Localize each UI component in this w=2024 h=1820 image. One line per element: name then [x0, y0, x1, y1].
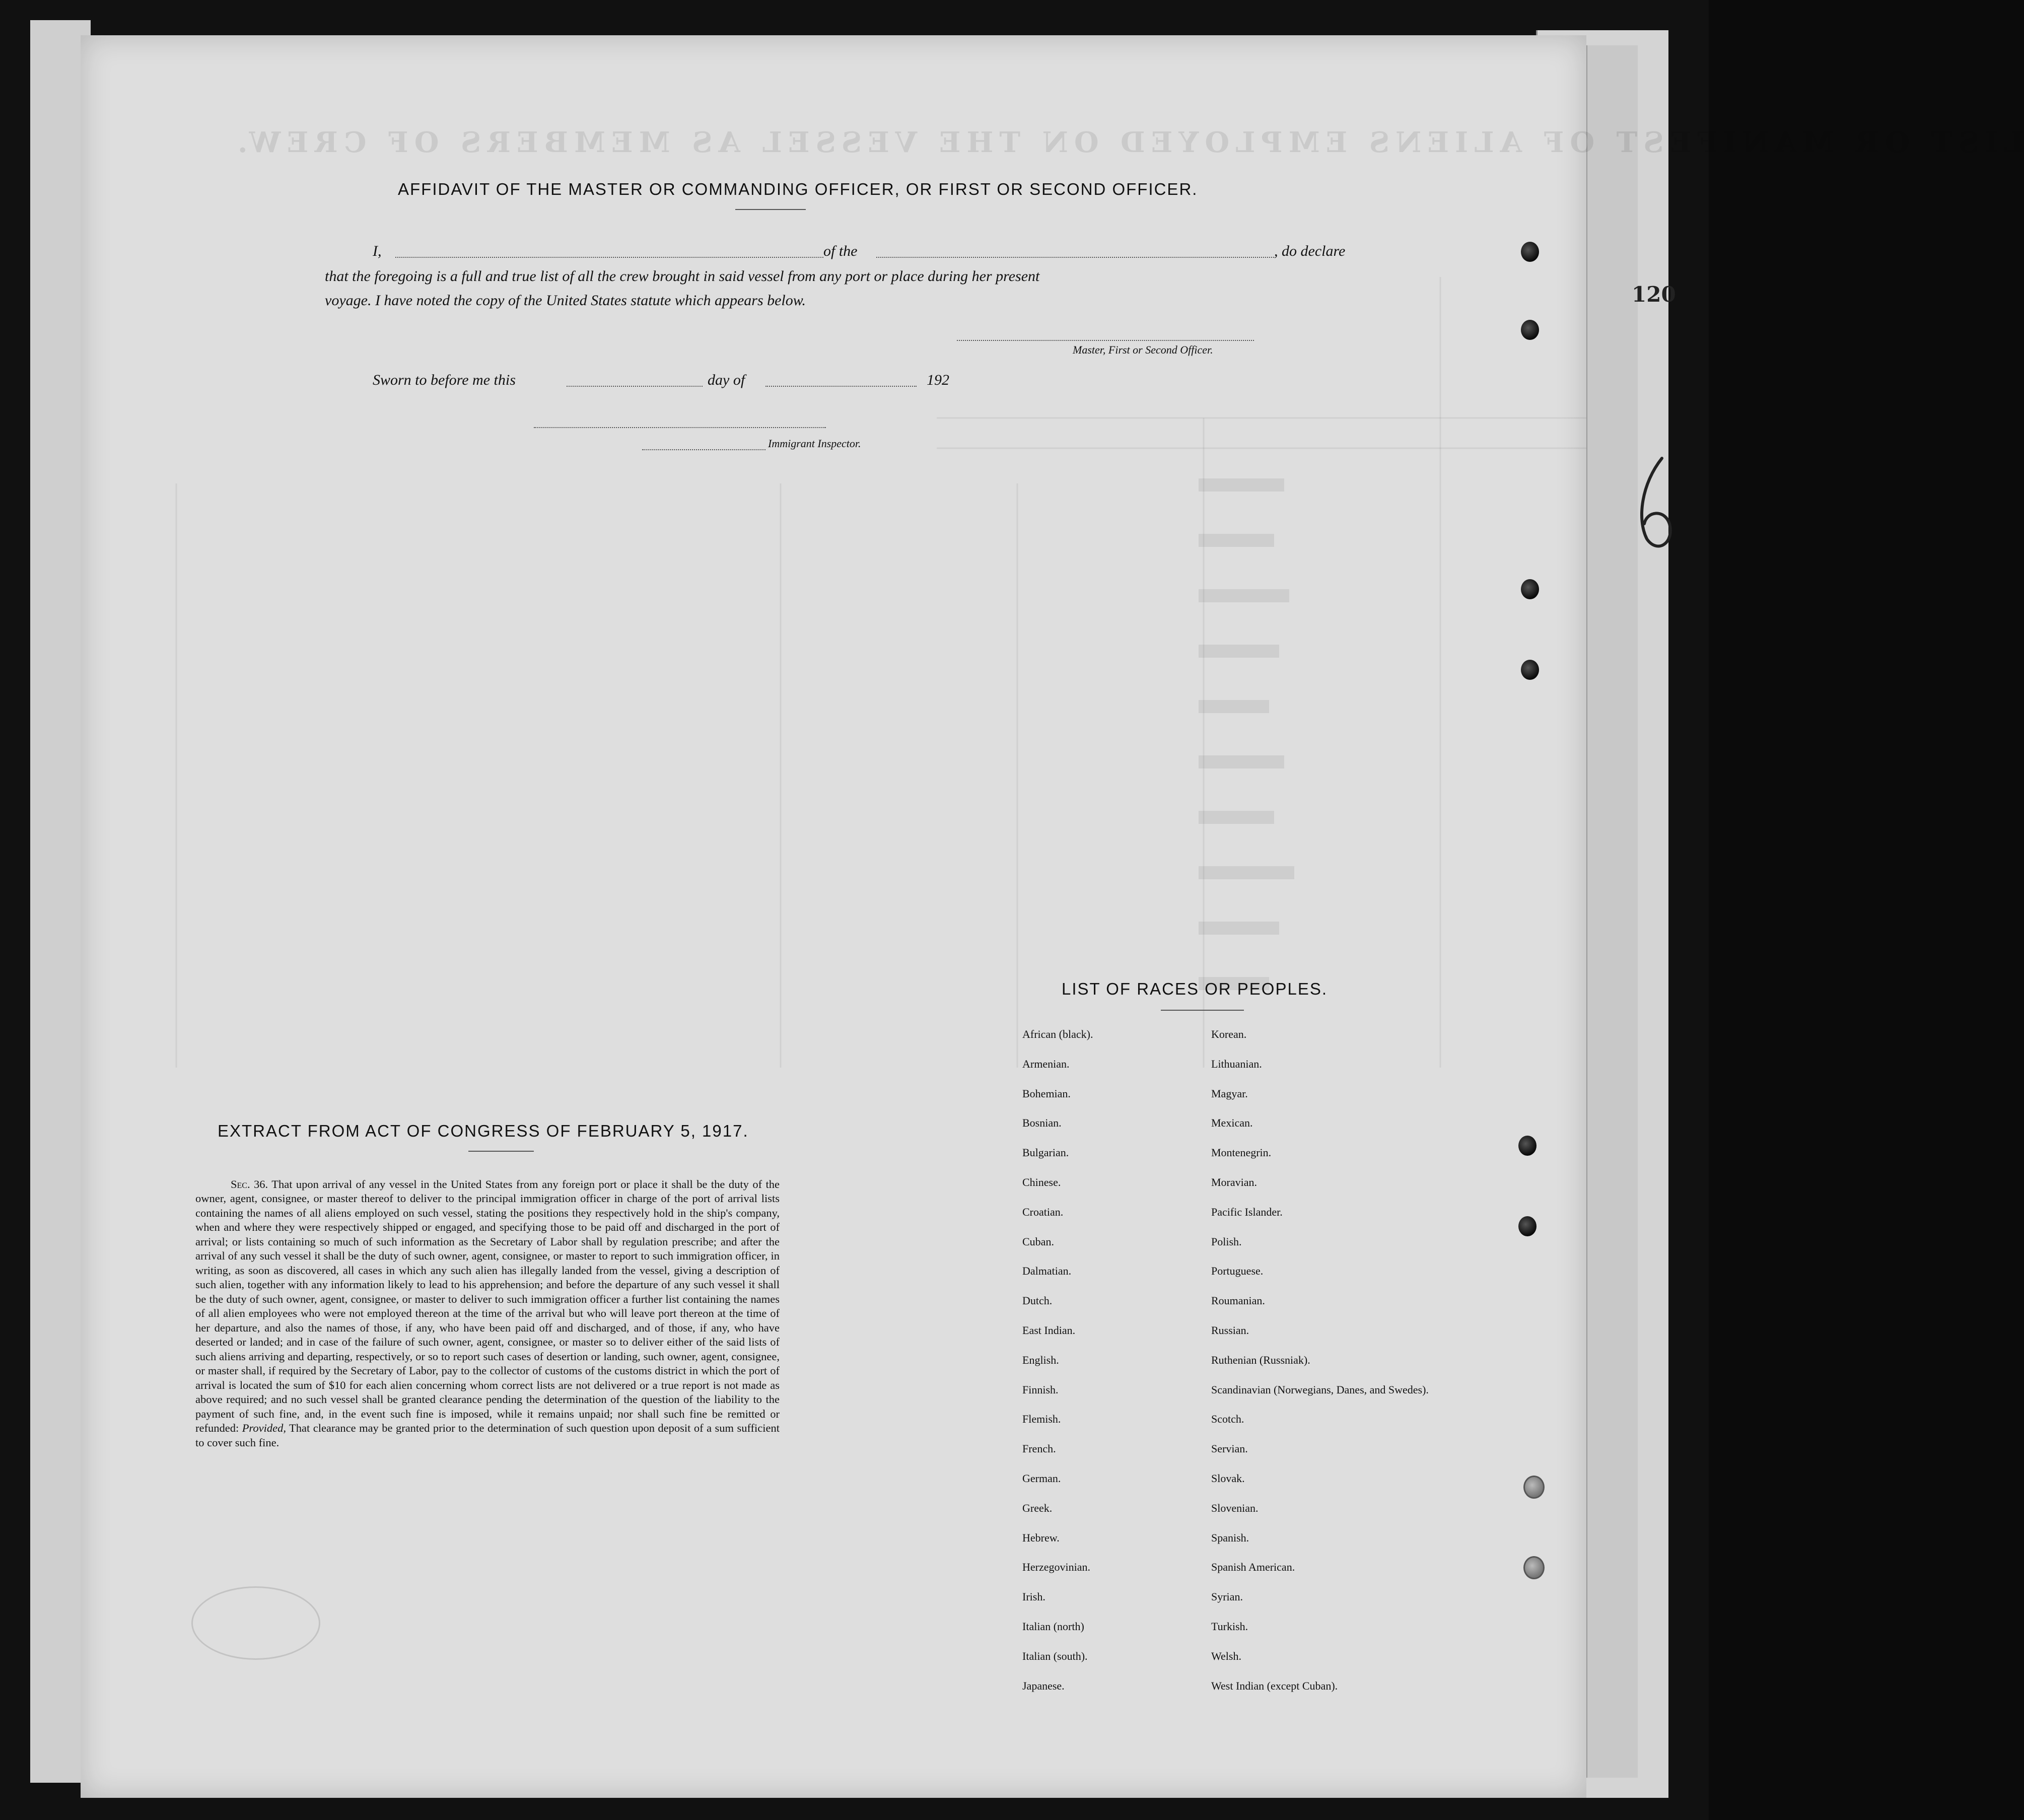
- race-item: Mexican.: [1211, 1116, 1253, 1130]
- race-item: Turkish.: [1211, 1620, 1248, 1633]
- race-item: Italian (south).: [1022, 1649, 1088, 1662]
- statute-section-label: Sec. 36.: [231, 1177, 268, 1191]
- race-item: Slovenian.: [1211, 1501, 1259, 1514]
- race-item: Chinese.: [1022, 1175, 1061, 1188]
- affidavit-declarant-line: [373, 243, 382, 260]
- race-item: Flemish.: [1022, 1413, 1061, 1426]
- race-item: Pacific Islander.: [1211, 1205, 1283, 1218]
- races-title-rule: [1161, 1010, 1244, 1011]
- binder-hole: [1521, 579, 1539, 599]
- affidavit-declare-suffix: , do declare: [1274, 243, 1346, 259]
- race-item: Hebrew.: [1022, 1531, 1060, 1544]
- race-item: African (black).: [1022, 1028, 1093, 1040]
- sworn-day-field[interactable]: [567, 386, 703, 387]
- race-item: Ruthenian (Russniak).: [1211, 1353, 1310, 1366]
- faint-stamp: [191, 1586, 320, 1660]
- statute-paragraph: [195, 1177, 780, 1450]
- binder-hole: [1523, 1476, 1545, 1499]
- inspector-caption: Immigrant Inspector.: [768, 437, 861, 450]
- races-list-right: [1211, 1028, 1453, 1709]
- binder-hole: [1521, 320, 1539, 340]
- race-item: Italian (north): [1022, 1620, 1084, 1633]
- race-item: Dutch.: [1022, 1294, 1053, 1307]
- race-item: English.: [1022, 1353, 1059, 1366]
- officer-signature-field[interactable]: [957, 340, 1254, 341]
- extract-title: EXTRACT FROM ACT OF CONGRESS OF FEBRUARY 5, 1917.: [218, 1122, 749, 1140]
- race-item: Korean.: [1211, 1028, 1247, 1040]
- inspector-signature-field[interactable]: [642, 449, 765, 450]
- vessel-name-field[interactable]: [876, 257, 1274, 258]
- race-item: Scotch.: [1211, 1413, 1244, 1426]
- officer-signature-caption: Master, First or Second Officer.: [1073, 343, 1213, 356]
- race-item: Magyar.: [1211, 1087, 1248, 1100]
- binder-hole: [1523, 1556, 1545, 1579]
- races-title: LIST OF RACES OR PEOPLES.: [1062, 979, 1328, 998]
- affidavit-statement-line: that the foregoing is a full and true list of all the crew brought in said vessel from any port or place during her present: [325, 268, 1040, 285]
- inspector-signature-upper-field[interactable]: [534, 427, 826, 428]
- race-item: Cuban.: [1022, 1235, 1054, 1248]
- statute-proviso-word: Provided,: [242, 1422, 286, 1434]
- binder-hole: [1521, 242, 1539, 262]
- race-item: Japanese.: [1022, 1679, 1065, 1692]
- bleed-through-text: LIST OR MANIFEST OF ALIENS EMPLOYED ON THE VESSEL AS MEMBERS OF CREW.: [232, 126, 2024, 159]
- sworn-month-prefix: day of: [708, 372, 745, 388]
- race-item: Lithuanian.: [1211, 1057, 1262, 1070]
- race-item: German.: [1022, 1472, 1061, 1485]
- binder-hole: [1518, 1216, 1537, 1236]
- affidavit-statute-line: voyage. I have noted the copy of the United States statute which appears below.: [325, 292, 806, 309]
- race-item: Moravian.: [1211, 1175, 1258, 1188]
- race-item: Servian.: [1211, 1442, 1248, 1455]
- race-item: West Indian (except Cuban).: [1211, 1679, 1338, 1692]
- race-item: Portuguese.: [1211, 1265, 1264, 1278]
- race-item: Montenegrin.: [1211, 1146, 1272, 1159]
- races-list-left: [1022, 1028, 1189, 1709]
- race-item: Croatian.: [1022, 1205, 1064, 1218]
- race-item: Dalmatian.: [1022, 1265, 1072, 1278]
- race-item: Bulgarian.: [1022, 1146, 1069, 1159]
- statute-proviso-text: That clearance may be granted prior to the determination of such question upon deposit of a sum sufficient to cover such fine.: [195, 1422, 780, 1449]
- race-item: Greek.: [1022, 1501, 1053, 1514]
- underlying-sheet-edge: [1586, 45, 1638, 1778]
- race-item: Armenian.: [1022, 1057, 1070, 1070]
- binder-hole: [1518, 1136, 1537, 1156]
- margin-page-number: 120: [1632, 282, 1676, 307]
- race-item: Spanish.: [1211, 1531, 1249, 1544]
- declarant-prefix: I,: [373, 243, 382, 259]
- sworn-year: 192: [927, 372, 949, 388]
- declarant-name-field[interactable]: [395, 257, 823, 258]
- statute-body: That upon arrival of any vessel in the United States from any foreign port or place it shall be the duty of the owner, agent, consignee, or master thereof to deliver to the principal immigration officer in charge of the port of arrival lists containing the names of all aliens employed on such vessel, stating the positions they respectively hold in the ship's company, when and where they were respectively shipped or engaged, and specifying those to be paid off and discharged in the port of arrival; or lists containing so much of such information as the Secretary of Labor shall by regulation prescribe; and after the arrival of any such vessel it shall be the duty of such owner, agent, consignee, or master to report to such immigration officer, in writing, as soon as discovered, all cases in which any such alien has illegally landed from the vessel, giving a description of such alien, together with any information likely to lead to his apprehension; and before the departure of any such vessel it shall be the duty of such owner, agent, consignee, or master to deliver to such immigration officer a further list containing the names of all alien employees who were not employed thereon at the time of the arrival but who will leave port thereon at the time of her departure, and also the names of those, if any, who have been paid off and discharged, and of those, if any, who have deserted or landed; and in case of the failure of such owner, agent, consignee, or master so to deliver either of the said lists of such aliens arriving and departing, respectively, or so to report such cases of desertion or landing, such owner, agent, consignee, or master shall, if required by the Secretary of Labor, pay to the collector of customs of the customs district in which the port of arrival is located the sum of $10 for each alien concerning whom correct lists are not delivered or a true report is not made as above required; and no such vessel shall be granted clearance pending the determination of the question of the liability to the payment of such fine, and, in the event such fine is imposed, while it remains unpaid; nor shall such fine be remitted or refunded:: [195, 1177, 780, 1434]
- affidavit-title-rule: [735, 209, 806, 210]
- race-item: Bohemian.: [1022, 1087, 1071, 1100]
- binder-hole: [1521, 660, 1539, 680]
- race-item: French.: [1022, 1442, 1056, 1455]
- handwritten-mark: [1632, 453, 1677, 554]
- race-item: Herzegovinian.: [1022, 1561, 1090, 1574]
- race-item: Welsh.: [1211, 1649, 1241, 1662]
- race-item: Slovak.: [1211, 1472, 1245, 1485]
- race-item: Irish.: [1022, 1590, 1045, 1603]
- affidavit-vessel-prefix: of the: [823, 243, 858, 259]
- sworn-prefix: Sworn to before me this: [373, 372, 516, 388]
- race-item: Roumanian.: [1211, 1294, 1265, 1307]
- race-item: East Indian.: [1022, 1323, 1076, 1337]
- race-item: Syrian.: [1211, 1590, 1243, 1603]
- extract-title-rule: [468, 1151, 534, 1152]
- sworn-month-field[interactable]: [765, 386, 917, 387]
- race-item: Bosnian.: [1022, 1116, 1062, 1130]
- race-item: Spanish American.: [1211, 1561, 1295, 1574]
- race-item: Finnish.: [1022, 1383, 1059, 1396]
- race-item: Polish.: [1211, 1235, 1242, 1248]
- race-item: Russian.: [1211, 1323, 1249, 1337]
- race-item: Scandinavian (Norwegians, Danes, and Swedes).: [1211, 1383, 1429, 1396]
- affidavit-title: AFFIDAVIT OF THE MASTER OR COMMANDING OFFICER, OR FIRST OR SECOND OFFICER.: [398, 180, 1198, 198]
